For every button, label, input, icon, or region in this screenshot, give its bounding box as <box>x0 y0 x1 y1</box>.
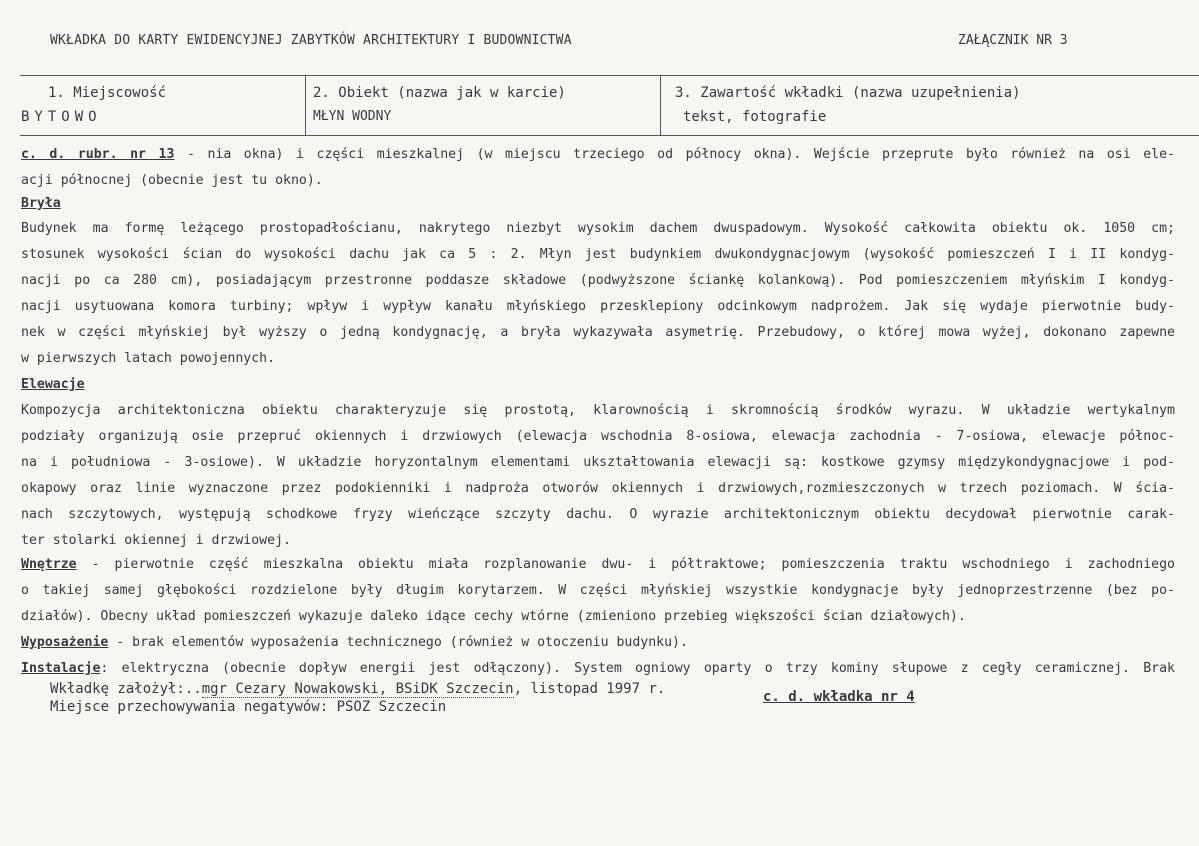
author-date: , listopad 1997 r. <box>513 681 666 697</box>
body-line: nach szczytowych, występują schodkowe fryzy wieńczące szczyty dachu. O wyrazie architektonicznym obiektu decydował pierwotnie carak- <box>21 507 1175 522</box>
body-line: ter stolarki okiennej i drzwiowej. <box>21 533 291 548</box>
place-value: BYTOWO <box>21 109 102 125</box>
table-divider-1 <box>305 75 306 135</box>
body-line: Kompozycja architektoniczna obiektu charakteryzuje się prostotą, klarownością i skromnością środków wyrazu. W układzie wertykalnym <box>21 403 1175 418</box>
body-line: acji północnej (obecnie jest tu okno). <box>21 173 323 188</box>
place-label: 1. Miejscowość <box>48 85 167 101</box>
body-line: o takiej samej głębokości rozdzielone były długim korytarzem. W części młyńskiej wszystkie kondygnacje były jednoprzestrzenne (bez po- <box>21 583 1175 598</box>
section-heading-wnetrze: Wnętrze <box>21 557 77 572</box>
body-line: stosunek wysokości ścian do wysokości dachu jak ca 5 : 2. Młyn jest budynkiem dwukondygnacjowym (wysokość pomieszczeń I i II kondyg- <box>21 247 1175 262</box>
body-line: działów). Obecny układ pomieszczeń wykazuje daleko idące cechy wtórne (zmieniono przebieg większości ścian działowych). <box>21 609 966 624</box>
body-line: Instalacje: elektryczna (obecnie dopływ energii jest odłączony). System ogniowy oparty o trzy kominy słupowe z cegły ceramicznej. Brak <box>21 661 1175 676</box>
table-divider-2 <box>660 75 661 135</box>
body-line: podziały organizują osie przepruć okiennych i drzwiowych (elewacja wschodnia 8-osiowa, elewacja zachodnia - 7-osiowa, elewacje północ- <box>21 429 1175 444</box>
object-label: 2. Obiekt (nazwa jak w karcie) <box>313 85 566 101</box>
section-heading-wyposazenie: Wyposażenie <box>21 635 109 650</box>
section-heading-continuation: c. d. rubr. nr 13 <box>21 147 175 162</box>
negatives-location: Miejsce przechowywania negatywów: PSOZ Szczecin <box>50 699 447 715</box>
form-title: WKŁADKA DO KARTY EWIDENCYJNEJ ZABYTKÓW ARCHITEKTURY I BUDOWNICTWA <box>50 33 572 48</box>
author-label: Wkładkę założył:.. <box>50 681 202 697</box>
object-value: MŁYN WODNY <box>313 109 392 124</box>
content-value: tekst, fotografie <box>683 109 827 125</box>
section-heading-bryla: Bryła <box>21 196 61 211</box>
table-top-border <box>20 75 1199 76</box>
section-heading-elewacje: Elewacje <box>21 377 85 392</box>
continuation-note: c. d. wkładka nr 4 <box>763 689 915 705</box>
body-line: nacji po ca 280 cm), posiadającym przestronne poddasze składowe (podwyższone ściankę kolankową). Pod pomieszczeniem młyńskim I kondyg- <box>21 273 1175 288</box>
author-line <box>50 681 665 697</box>
body-line: Wnętrze - pierwotnie część mieszkalna obiektu miała rozplanowanie dwu- i półtraktowe; pomieszczenia traktu wschodniego i zachodniego <box>21 557 1175 572</box>
attachment-number: ZAŁĄCZNIK NR 3 <box>958 33 1068 48</box>
body-line: nacji usytuowana komora turbiny; wpływ i wypływ kanału młyńskiego przesklepiony odcinkowym nadprożem. Jak się wydaje pierwotnie budy- <box>21 299 1175 314</box>
body-line: w pierwszych latach powojennych. <box>21 351 276 366</box>
body-line: Wyposażenie - brak elementów wyposażenia technicznego (również w otoczeniu budynku). <box>21 635 688 650</box>
body-line: c. d. rubr. nr 13 - nia okna) i części mieszkalnej (w miejscu trzeciego od północy okna). Wejście przeprute było również na osi ele- <box>21 147 1175 162</box>
section-heading-instalacje: Instalacje <box>21 661 101 676</box>
body-line: nek w części młyńskiej był wyższy o jedną kondygnację, a bryła wykazywała asymetrię. Przebudowy, o której mowa wyżej, dokonano zapewne <box>21 325 1175 340</box>
body-line: okapowy oraz linie wyznaczone przez podokienniki i nadproża otworów okiennych i drzwiowych,rozmieszczonych w trzech poziomach. W ścia- <box>21 481 1175 496</box>
content-label: 3. Zawartość wkładki (nazwa uzupełnienia) <box>675 85 1021 101</box>
body-line: Budynek ma formę leżącego prostopadłościanu, nakrytego niezbyt wysokim dachem dwuspadowym. Wysokość całkowita obiektu ok. 1050 cm; <box>21 221 1175 236</box>
body-line: na i południowa - 3-osiowe). W układzie horyzontalnym elementami ukształtowania elewacji są: kostkowe gzymsy międzykondygnacjowe i pod- <box>21 455 1175 470</box>
table-bottom-border <box>20 135 1199 136</box>
author-value: mgr Cezary Nowakowski, BSiDK Szczecin <box>201 681 514 697</box>
